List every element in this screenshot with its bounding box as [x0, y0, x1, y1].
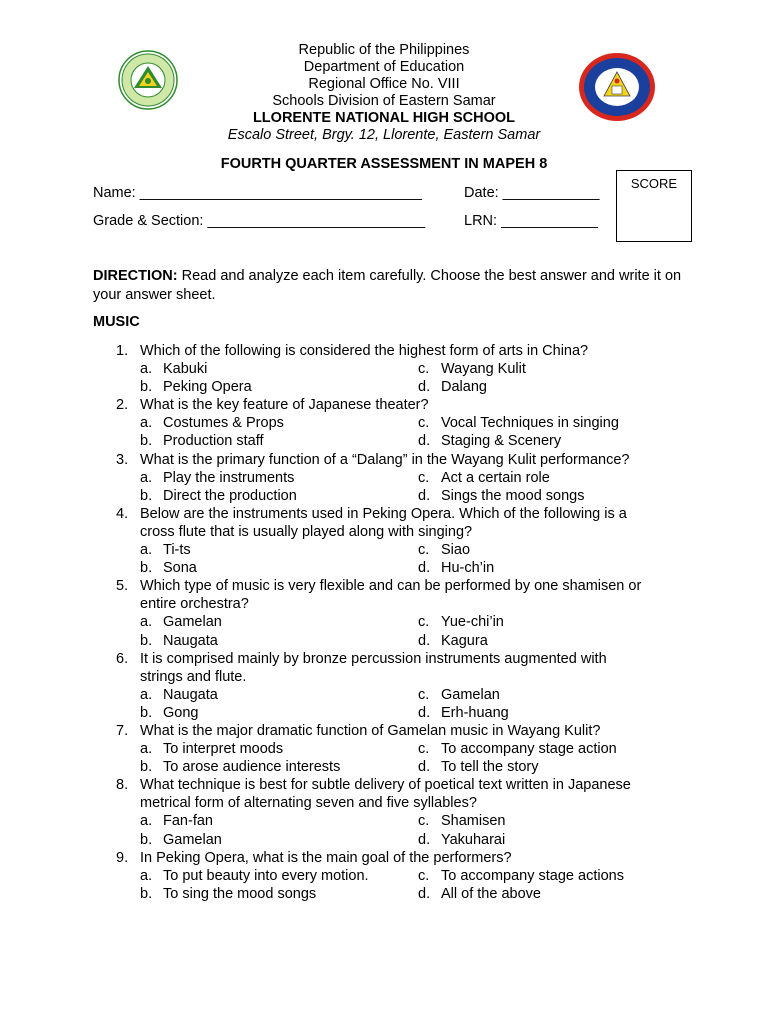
option-c — [418, 812, 678, 830]
question-number — [0, 523, 140, 541]
option-letter: a. — [140, 614, 153, 631]
question-number — [0, 794, 140, 812]
question-text: entire orchestra? — [140, 596, 249, 613]
option-letter: a. — [140, 542, 153, 559]
option-a — [140, 867, 418, 885]
question-item — [0, 776, 768, 848]
option-row — [0, 432, 768, 450]
question-line — [0, 577, 768, 595]
option-letter: a. — [140, 741, 153, 758]
option-letter: d. — [418, 704, 431, 721]
option-letter: a. — [140, 867, 153, 884]
option-text: Gamelan — [163, 831, 222, 848]
direction-label: DIRECTION: — [93, 268, 178, 284]
question-number-text: 6. — [116, 650, 129, 667]
question-number — [0, 451, 140, 469]
question-number-text: 3. — [116, 451, 129, 468]
option-row — [0, 613, 768, 631]
option-d — [418, 758, 678, 776]
option-row — [0, 831, 768, 849]
option-letter: c. — [418, 813, 430, 830]
option-text: To sing the mood songs — [163, 885, 317, 902]
option-a — [140, 740, 418, 758]
option-text: Siao — [441, 542, 471, 559]
option-text: Staging & Scenery — [441, 433, 562, 450]
option-d — [418, 632, 678, 650]
option-c — [418, 541, 678, 559]
option-letter: b. — [140, 433, 153, 450]
question-line — [0, 595, 768, 613]
option-letter: c. — [418, 741, 430, 758]
option-b — [140, 831, 418, 849]
option-d — [418, 559, 678, 577]
question-item — [0, 451, 768, 505]
option-a — [140, 469, 418, 487]
question-line — [0, 668, 768, 686]
option-text: To accompany stage action — [441, 741, 617, 758]
option-c — [418, 686, 678, 704]
question-item — [0, 577, 768, 649]
question-text: strings and flute. — [140, 668, 247, 685]
option-text: Sona — [163, 560, 197, 577]
question-line — [0, 342, 768, 360]
letterhead — [0, 42, 768, 144]
option-d — [418, 831, 678, 849]
option-letter: b. — [140, 632, 153, 649]
option-letter: d. — [418, 831, 431, 848]
option-a — [140, 686, 418, 704]
score-box — [616, 170, 692, 242]
option-b — [140, 758, 418, 776]
republic-line: Republic of the Philippines — [298, 42, 470, 58]
question-text: What technique is best for subtle delivery of poetical text written in Japanese — [140, 777, 631, 794]
question-text: What is the major dramatic function of Gamelan music in Wayang Kulit? — [140, 722, 601, 739]
option-letter: c. — [418, 867, 430, 884]
option-text: Vocal Techniques in singing — [441, 415, 619, 432]
option-row — [0, 378, 768, 396]
option-text: Gamelan — [441, 686, 500, 703]
option-a — [140, 414, 418, 432]
option-row — [0, 360, 768, 378]
option-c — [418, 867, 678, 885]
option-row — [0, 414, 768, 432]
option-letter: c. — [418, 686, 430, 703]
option-letter: c. — [418, 542, 430, 559]
score-label: SCORE — [630, 176, 678, 191]
option-letter: b. — [140, 560, 153, 577]
option-c — [418, 360, 678, 378]
direction-text: Read and analyze each item carefully. Choose the best answer and write it on your answer sheet. — [93, 268, 682, 303]
school-address: Escalo Street, Brgy. 12, Llorente, Eastern Samar — [227, 127, 541, 143]
question-item — [0, 342, 768, 396]
option-letter: a. — [140, 361, 153, 378]
assessment-title: FOURTH QUARTER ASSESSMENT IN MAPEH 8 — [220, 156, 548, 172]
option-d — [418, 378, 678, 396]
option-text: To accompany stage actions — [441, 867, 624, 884]
option-c — [418, 613, 678, 631]
option-row — [0, 686, 768, 704]
option-c — [418, 414, 678, 432]
option-b — [140, 885, 418, 903]
question-number-text: 4. — [116, 505, 129, 522]
option-text: To interpret moods — [163, 741, 284, 758]
grade-section-label: Grade & Section: ___________________________ — [93, 213, 426, 229]
question-number-text: 8. — [116, 777, 129, 794]
question-number-text: 5. — [116, 578, 129, 595]
option-row — [0, 469, 768, 487]
question-number — [0, 650, 140, 668]
option-text: Direct the production — [163, 487, 297, 504]
option-letter: d. — [418, 379, 431, 396]
division-line: Schools Division of Eastern Samar — [272, 93, 496, 109]
question-text: What is the primary function of a “Dalang” in the Wayang Kulit performance? — [140, 451, 630, 468]
option-letter: d. — [418, 759, 431, 776]
option-letter: c. — [418, 361, 430, 378]
option-b — [140, 487, 418, 505]
question-number — [0, 776, 140, 794]
question-number — [0, 668, 140, 686]
school-name: LLORENTE NATIONAL HIGH SCHOOL — [252, 110, 516, 126]
question-item — [0, 849, 768, 903]
option-row — [0, 559, 768, 577]
question-text: metrical form of alternating seven and five syllables? — [140, 795, 477, 812]
option-text: Hu-ch’in — [441, 560, 495, 577]
option-text: Play the instruments — [163, 469, 295, 486]
name-field-label: Name: ___________________________________ — [93, 185, 422, 201]
option-text: All of the above — [441, 885, 541, 902]
option-b — [140, 432, 418, 450]
option-letter: d. — [418, 487, 431, 504]
option-text: Naugata — [163, 686, 218, 703]
option-letter: a. — [140, 686, 153, 703]
option-text: Gong — [163, 704, 199, 721]
option-text: Peking Opera — [163, 379, 252, 396]
option-text: Production staff — [163, 433, 264, 450]
question-number — [0, 342, 140, 360]
question-number — [0, 505, 140, 523]
option-text: Kabuki — [163, 361, 208, 378]
direction-paragraph — [93, 267, 683, 305]
question-line — [0, 776, 768, 794]
question-number-text: 7. — [116, 722, 129, 739]
option-letter: a. — [140, 415, 153, 432]
option-letter: d. — [418, 632, 431, 649]
option-letter: d. — [418, 885, 431, 902]
option-text: Gamelan — [163, 614, 222, 631]
department-line: Department of Education — [303, 59, 465, 75]
option-d — [418, 704, 678, 722]
question-text: What is the key feature of Japanese theater? — [140, 397, 429, 414]
section-heading-music: MUSIC — [93, 314, 140, 330]
option-row — [0, 487, 768, 505]
option-letter: b. — [140, 759, 153, 776]
option-text: Wayang Kulit — [441, 361, 526, 378]
option-row — [0, 867, 768, 885]
question-item — [0, 396, 768, 450]
lrn-label: LRN: ____________ — [464, 213, 598, 229]
option-text: Act a certain role — [441, 469, 550, 486]
question-number — [0, 577, 140, 595]
option-row — [0, 632, 768, 650]
option-text: Naugata — [163, 632, 218, 649]
option-b — [140, 559, 418, 577]
option-text: Yakuharai — [441, 831, 506, 848]
option-row — [0, 541, 768, 559]
lrn-field — [464, 212, 598, 230]
option-a — [140, 360, 418, 378]
option-a — [140, 613, 418, 631]
question-item — [0, 650, 768, 722]
date-field-label: Date: ____________ — [464, 185, 600, 201]
option-text: Shamisen — [441, 813, 506, 830]
option-c — [418, 740, 678, 758]
option-text: To arose audience interests — [163, 759, 341, 776]
option-text: To put beauty into every motion. — [163, 867, 369, 884]
question-text: Which of the following is considered the highest form of arts in China? — [140, 343, 589, 359]
option-text: Sings the mood songs — [441, 487, 585, 504]
option-c — [418, 469, 678, 487]
option-letter: c. — [418, 469, 430, 486]
question-number — [0, 595, 140, 613]
option-letter: b. — [140, 831, 153, 848]
option-row — [0, 704, 768, 722]
question-line — [0, 794, 768, 812]
option-a — [140, 541, 418, 559]
option-a — [140, 812, 418, 830]
regional-office-line: Regional Office No. VIII — [308, 76, 460, 92]
question-number-text: 1. — [116, 343, 129, 359]
option-text: Erh-huang — [441, 704, 509, 721]
option-letter: c. — [418, 614, 430, 631]
option-text: To tell the story — [441, 759, 539, 776]
option-d — [418, 885, 678, 903]
option-letter: b. — [140, 704, 153, 721]
question-text: In Peking Opera, what is the main goal of the performers? — [140, 849, 512, 866]
question-line — [0, 849, 768, 867]
question-list — [0, 342, 768, 903]
question-text: Below are the instruments used in Peking Opera. Which of the following is a — [140, 505, 627, 522]
question-item — [0, 505, 768, 577]
option-letter: d. — [418, 560, 431, 577]
option-letter: a. — [140, 469, 153, 486]
option-letter: b. — [140, 487, 153, 504]
date-field — [464, 184, 599, 202]
option-text: Costumes & Props — [163, 415, 284, 432]
option-row — [0, 740, 768, 758]
option-d — [418, 487, 678, 505]
question-text: It is comprised mainly by bronze percussion instruments augmented with — [140, 650, 607, 667]
option-text: Ti-ts — [163, 542, 191, 559]
question-number-text: 2. — [116, 397, 129, 414]
question-number-text: 9. — [116, 849, 129, 866]
option-row — [0, 758, 768, 776]
option-letter: b. — [140, 379, 153, 396]
option-text: Dalang — [441, 379, 487, 396]
question-line — [0, 396, 768, 414]
option-text: Fan-fan — [163, 813, 213, 830]
option-b — [140, 632, 418, 650]
question-line — [0, 722, 768, 740]
option-row — [0, 885, 768, 903]
option-text: Kagura — [441, 632, 488, 649]
question-line — [0, 505, 768, 523]
question-line — [0, 523, 768, 541]
option-letter: b. — [140, 885, 153, 902]
option-b — [140, 378, 418, 396]
option-letter: d. — [418, 433, 431, 450]
question-text: Which type of music is very flexible and can be performed by one shamisen or — [140, 578, 642, 595]
option-d — [418, 432, 678, 450]
question-line — [0, 451, 768, 469]
grade-section-field — [93, 212, 425, 230]
option-letter: c. — [418, 415, 430, 432]
question-item — [0, 722, 768, 776]
question-number — [0, 849, 140, 867]
question-text: cross flute that is usually played along with singing? — [140, 523, 473, 540]
name-field — [93, 184, 422, 202]
option-letter: a. — [140, 813, 153, 830]
question-number — [0, 396, 140, 414]
question-number — [0, 722, 140, 740]
option-row — [0, 812, 768, 830]
option-text: Yue-chi’in — [441, 614, 504, 631]
option-b — [140, 704, 418, 722]
question-line — [0, 650, 768, 668]
